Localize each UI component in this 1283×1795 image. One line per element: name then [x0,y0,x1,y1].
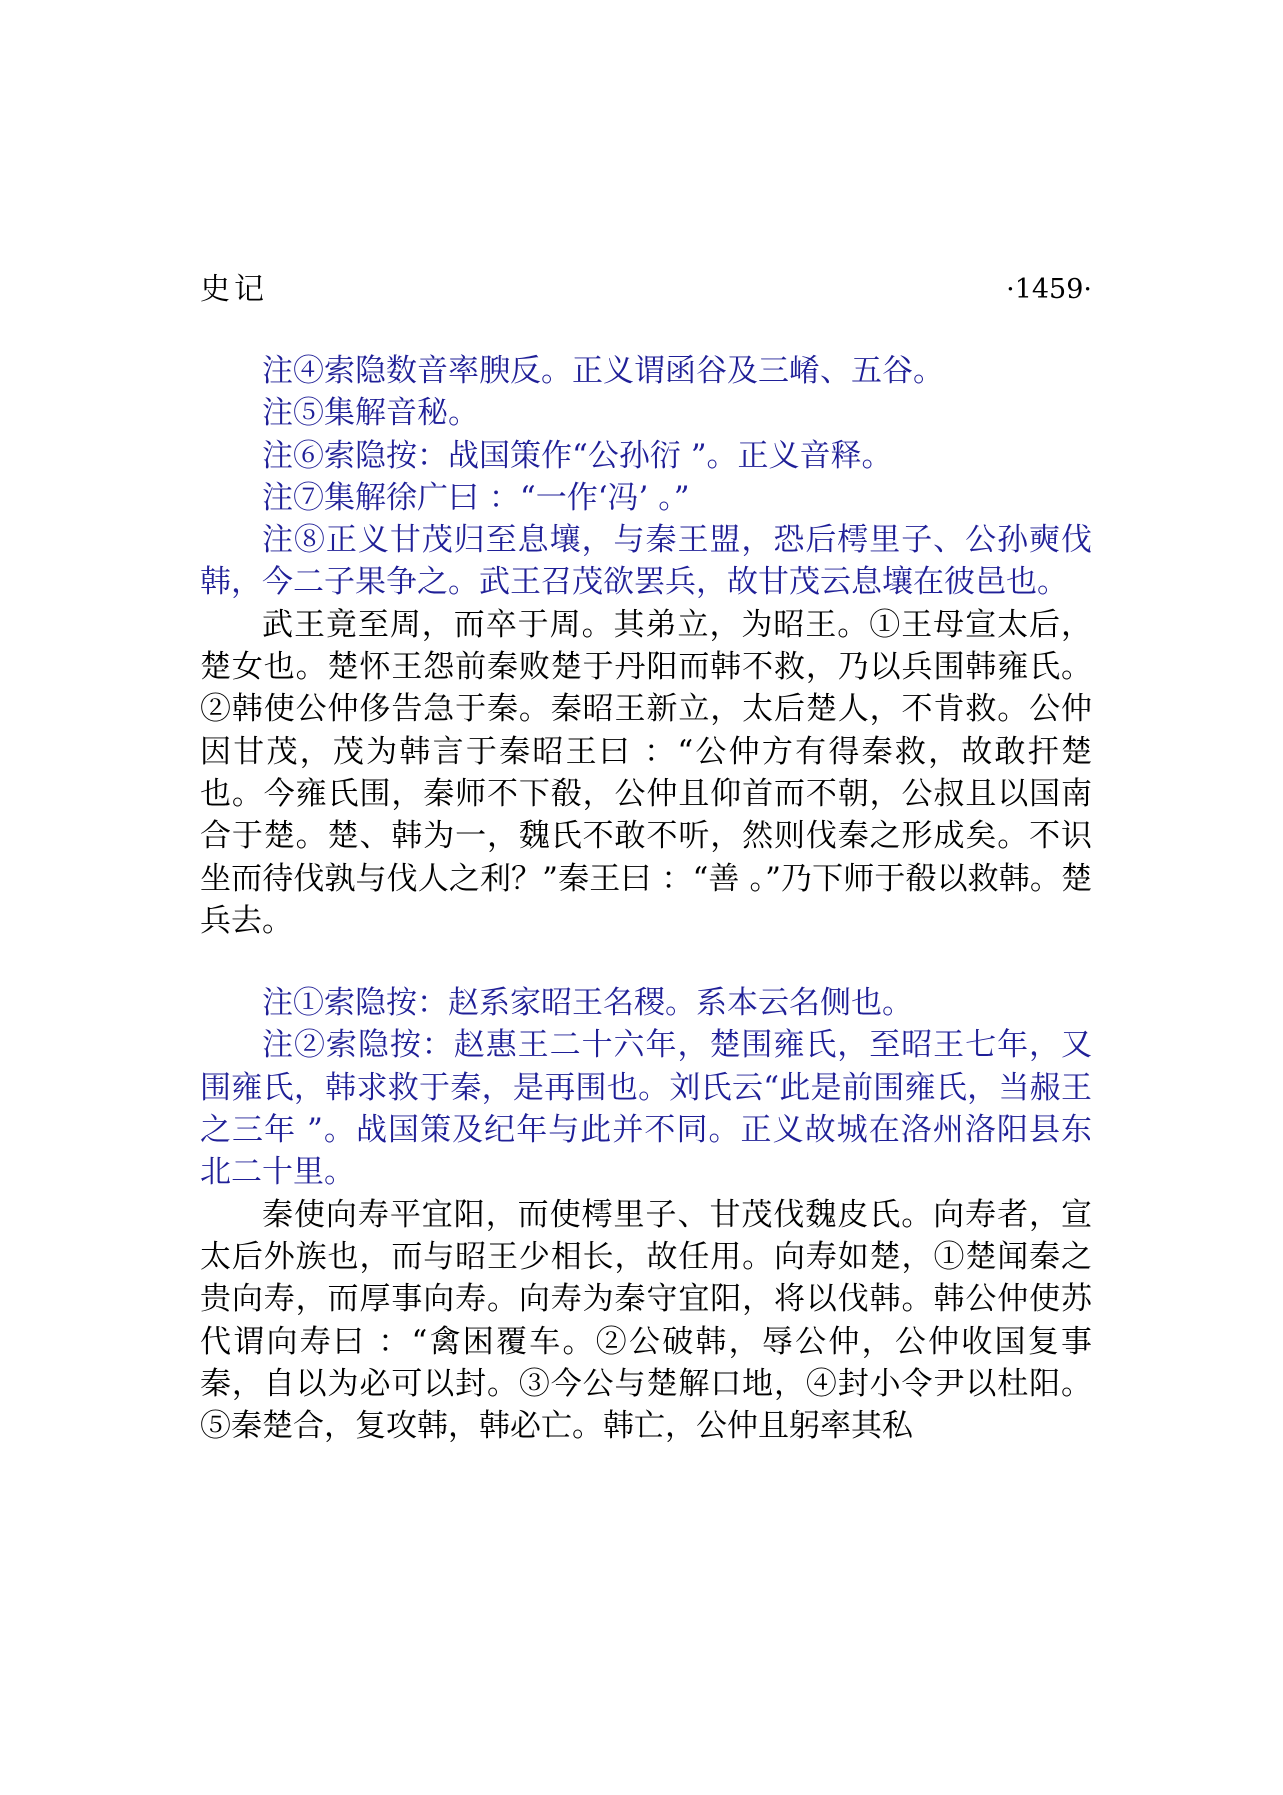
annotation-paragraph: 注④索隐数音率腴反。正义谓函谷及三崤、五谷。 [262,353,944,389]
running-head [200,268,1092,312]
section-gap [200,942,1092,982]
annotation-paragraph: 注⑦集解徐广曰 ：“一作‘冯’ 。” [262,479,690,516]
annotation-paragraph: 注②索隐按：赵惠王二十六年，楚围雍氏，至昭王七年，又围雍氏，韩求救于秦，是再围也。刘氏云“此是前围雍氏，当赧王之三年 ”。战国策及纪年与此并不同。正义故城在洛州洛阳县东北二十里。 [200,1027,1092,1191]
text-block [200,350,1092,1447]
body-paragraph: 秦使向寿平宜阳，而使樗里子、甘茂伐魏皮氏。向寿者，宣太后外族也，而与昭王少相长，故任用。向寿如楚，①楚闻秦之贵向寿，而厚事向寿。向寿为秦守宜阳，将以伐韩。韩公仲使苏代谓向寿曰 ：“禽困覆车。②公破韩，辱公仲，公仲收国复事秦，自以为必可以封。③今公与楚解口地，④封小令尹以杜阳。⑤秦楚合，复攻韩，韩必亡。韩亡，公仲且躬率其私 [200,1196,1092,1445]
book-title: 史记 [200,272,268,307]
annotation-paragraph: 注⑤集解音秘。 [262,395,479,432]
body-paragraph: 武王竟至周，而卒于周。其弟立，为昭王。①王母宣太后，楚女也。楚怀王怨前秦败楚于丹阳而韩不救，乃以兵围韩雍氏。②韩使公仲侈告急于秦。秦昭王新立，太后楚人，不肯救。公仲因甘茂，茂为韩言于秦昭王曰 ：“公仲方有得秦救，故敢扞楚也。今雍氏围，秦师不下殽，公仲且仰首而不朝，公叔且以国南合于楚。楚、韩为一，魏氏不敢不听，然则伐秦之形成矣。不识坐而待伐孰与伐人之利？”秦王曰 ：“善 。”乃下师于殽以救韩。楚兵去。 [200,606,1092,939]
annotation-paragraph: 注①索隐按：赵系家昭王名稷。系本云名侧也。 [262,985,913,1022]
annotation-paragraph: 注⑧正义甘茂归至息壤，与秦王盟，恐后樗里子、公孙奭伐韩，今二子果争之。武王召茂欲罢兵，故甘茂云息壤在彼邑也。 [200,522,1092,601]
page-number: ·1459· [1006,274,1092,305]
annotation-paragraph: 注⑥索隐按：战国策作“公孙衍 ”。正义音释。 [262,437,893,474]
